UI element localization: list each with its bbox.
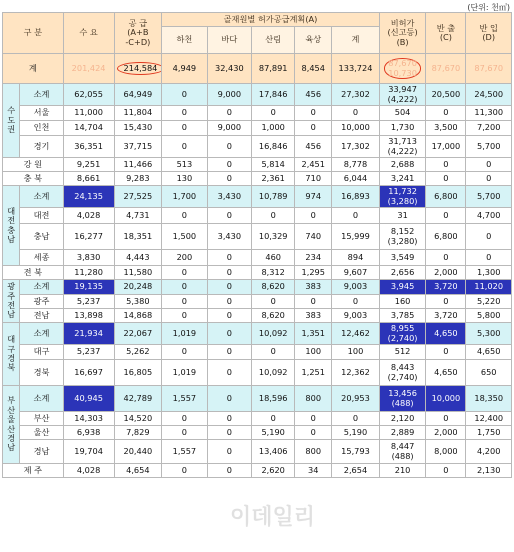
cell-sum: 0: [332, 295, 380, 309]
table-row: [3, 440, 512, 464]
cell-land: 1,295: [295, 266, 332, 280]
cell-land: 383: [295, 309, 332, 323]
cell-import: 5,300: [466, 323, 512, 345]
cell-export: 4,650: [426, 360, 466, 386]
cell-demand: 36,351: [63, 136, 114, 158]
cell-sum: 12,362: [332, 360, 380, 386]
cell-nonpermit: 8,443 (2,740): [379, 360, 426, 386]
cell-river: 0: [162, 266, 207, 280]
row-label: 소계: [20, 386, 63, 412]
cell-nonpermit: 210: [379, 464, 426, 478]
cell-sea: 0: [207, 309, 251, 323]
cell-supply: 5,262: [114, 345, 162, 360]
row-label: 경남: [20, 440, 63, 464]
cell-import: 0: [466, 158, 512, 172]
cell-sum: 16,893: [332, 186, 380, 208]
cell-land: 0: [295, 295, 332, 309]
row-label: 경북: [20, 360, 63, 386]
cell-export: 0: [426, 208, 466, 224]
cell-demand: 6,938: [63, 426, 114, 440]
cell-demand: 9,251: [63, 158, 114, 172]
cell-supply: 11,580: [114, 266, 162, 280]
cell-demand: 3,830: [63, 250, 114, 266]
cell-export: 3,500: [426, 121, 466, 136]
table-row: [3, 208, 512, 224]
cell-river: 0: [162, 426, 207, 440]
row-label: 충남: [20, 224, 63, 250]
cell-export: 10,000: [426, 386, 466, 412]
cell-forest: 2,620: [252, 464, 295, 478]
cell-sum: 15,793: [332, 440, 380, 464]
cell-supply: 18,351: [114, 224, 162, 250]
cell-river: 0: [162, 345, 207, 360]
cell-sea: 0: [207, 208, 251, 224]
cell-sea: 0: [207, 295, 251, 309]
cell-land: 0: [295, 121, 332, 136]
cell-nonpermit: 2,688: [379, 158, 426, 172]
cell-sum: 27,302: [332, 84, 380, 106]
cell-sea: 0: [207, 440, 251, 464]
cell-export: 4,650: [426, 323, 466, 345]
cell-forest: 5,190: [252, 426, 295, 440]
cell-land: 0: [295, 426, 332, 440]
header-aggregate: 골재원별 허가공급계획(A): [162, 13, 380, 27]
cell-river: 0: [162, 84, 207, 106]
table-row-total: [3, 54, 512, 84]
cell-sum: 10,000: [332, 121, 380, 136]
cell-export: 3,720: [426, 280, 466, 295]
cell-import: 0: [466, 224, 512, 250]
row-label: 서울: [20, 106, 63, 121]
cell-import: 0: [466, 250, 512, 266]
cell-river: 130: [162, 172, 207, 186]
cell-land: 8,454: [295, 54, 332, 84]
cell-import: 4,200: [466, 440, 512, 464]
cell-sum: 12,462: [332, 323, 380, 345]
cell-river: 4,949: [162, 54, 207, 84]
cell-forest: 87,891: [252, 54, 295, 84]
row-label: 광주: [20, 295, 63, 309]
cell-supply: 22,067: [114, 323, 162, 345]
cell-sea: 0: [207, 158, 251, 172]
cell-import: 5,800: [466, 309, 512, 323]
cell-nonpermit: 33,947 (4,222): [379, 84, 426, 106]
cell-import: 5,700: [466, 186, 512, 208]
cell-nonpermit: 8,955 (2,740): [379, 323, 426, 345]
cell-sea: 3,430: [207, 224, 251, 250]
cell-land: 800: [295, 440, 332, 464]
cell-export: 0: [426, 250, 466, 266]
cell-supply: 16,805: [114, 360, 162, 386]
cell-sum: 6,044: [332, 172, 380, 186]
row-label: 소계: [20, 84, 63, 106]
cell-supply: 11,804: [114, 106, 162, 121]
cell-river: 1,019: [162, 323, 207, 345]
cell-export: 20,500: [426, 84, 466, 106]
table-row: [3, 412, 512, 426]
row-label: 울산: [20, 426, 63, 440]
cell-sum: 8,778: [332, 158, 380, 172]
row-label: 소계: [20, 323, 63, 345]
cell-demand: 16,697: [63, 360, 114, 386]
group-label: 광 주 전 남: [3, 280, 20, 323]
cell-demand: 40,945: [63, 386, 114, 412]
cell-supply: 14,868: [114, 309, 162, 323]
cell-sum: 100: [332, 345, 380, 360]
cell-sum: 2,654: [332, 464, 380, 478]
cell-river: 0: [162, 295, 207, 309]
cell-supply: 9,283: [114, 172, 162, 186]
cell-sea: 0: [207, 323, 251, 345]
row-label: 전남: [20, 309, 63, 323]
cell-river: 0: [162, 412, 207, 426]
cell-supply: 27,525: [114, 186, 162, 208]
cell-sea: 0: [207, 266, 251, 280]
cell-supply: 14,520: [114, 412, 162, 426]
row-label: 소계: [20, 280, 63, 295]
cell-river: 0: [162, 121, 207, 136]
cell-sea: 0: [207, 172, 251, 186]
cell-nonpermit: 11,732 (3,280): [379, 186, 426, 208]
header-region: 구 분: [3, 13, 64, 54]
cell-export: 8,000: [426, 440, 466, 464]
cell-nonpermit: 504: [379, 106, 426, 121]
cell-river: 0: [162, 309, 207, 323]
cell-nonpermit: 512: [379, 345, 426, 360]
header-nonpermit: 비허가 (신고등) (B): [379, 13, 426, 54]
watermark: 이데일리: [230, 505, 316, 530]
cell-export: 2,000: [426, 426, 466, 440]
cell-demand: 14,704: [63, 121, 114, 136]
unit-label: (단위: 천㎥): [467, 3, 510, 12]
cell-nonpermit: 2,889: [379, 426, 426, 440]
cell-land: 974: [295, 186, 332, 208]
cell-land: 456: [295, 84, 332, 106]
header-export: 반 출 (C): [426, 13, 466, 54]
cell-demand: 201,424: [63, 54, 114, 84]
header-demand: 수 요: [63, 13, 114, 54]
cell-export: 0: [426, 158, 466, 172]
header-river: 하천: [162, 27, 207, 54]
cell-import: 87,670: [466, 54, 512, 84]
cell-sum: 17,302: [332, 136, 380, 158]
cell-demand: 19,704: [63, 440, 114, 464]
cell-sea: 0: [207, 345, 251, 360]
table-row: [3, 280, 512, 295]
cell-forest: 13,406: [252, 440, 295, 464]
row-label: 충 북: [3, 172, 64, 186]
header-forest: 산림: [252, 27, 295, 54]
cell-sea: 32,430: [207, 54, 251, 84]
cell-forest: 8,620: [252, 280, 295, 295]
cell-demand: 5,237: [63, 345, 114, 360]
cell-river: 0: [162, 106, 207, 121]
cell-export: 6,800: [426, 186, 466, 208]
table-row: [3, 250, 512, 266]
cell-nonpermit: 3,785: [379, 309, 426, 323]
cell-supply: 20,440: [114, 440, 162, 464]
group-label: 수 도 권: [3, 84, 20, 158]
cell-import: 18,350: [466, 386, 512, 412]
cell-demand: 16,277: [63, 224, 114, 250]
cell-supply: 11,466: [114, 158, 162, 172]
cell-river: 1,557: [162, 440, 207, 464]
cell-forest: 0: [252, 208, 295, 224]
cell-export: 2,000: [426, 266, 466, 280]
cell-forest: 16,846: [252, 136, 295, 158]
header-import: 반 입 (D): [466, 13, 512, 54]
header-sea: 바다: [207, 27, 251, 54]
cell-nonpermit: 31,713 (4,222): [379, 136, 426, 158]
cell-import: 5,220: [466, 295, 512, 309]
table-row: [3, 172, 512, 186]
table-row: [3, 309, 512, 323]
cell-sum: 133,724: [332, 54, 380, 84]
cell-export: 87,670: [426, 54, 466, 84]
header-sum: 계: [332, 27, 380, 54]
cell-export: 0: [426, 295, 466, 309]
cell-sea: 9,000: [207, 121, 251, 136]
cell-demand: 11,000: [63, 106, 114, 121]
cell-land: 383: [295, 280, 332, 295]
cell-demand: 13,898: [63, 309, 114, 323]
cell-forest: 10,329: [252, 224, 295, 250]
cell-export: 0: [426, 412, 466, 426]
cell-nonpermit: 8,152 (3,280): [379, 224, 426, 250]
cell-sea: 0: [207, 106, 251, 121]
cell-forest: 5,814: [252, 158, 295, 172]
row-label: 부산: [20, 412, 63, 426]
cell-demand: 11,280: [63, 266, 114, 280]
cell-export: 0: [426, 464, 466, 478]
cell-land: 710: [295, 172, 332, 186]
table-row: [3, 186, 512, 208]
table-row: [3, 136, 512, 158]
row-label: 계: [3, 54, 64, 84]
cell-sum: 0: [332, 412, 380, 426]
row-label: 경기: [20, 136, 63, 158]
cell-sum: 5,190: [332, 426, 380, 440]
cell-nonpermit: 3,549: [379, 250, 426, 266]
cell-sea: 0: [207, 250, 251, 266]
cell-forest: 8,620: [252, 309, 295, 323]
cell-land: 0: [295, 106, 332, 121]
table-row: [3, 323, 512, 345]
cell-sum: 20,953: [332, 386, 380, 412]
table-row: [3, 360, 512, 386]
cell-import: 650: [466, 360, 512, 386]
cell-sum: 0: [332, 106, 380, 121]
cell-import: 2,130: [466, 464, 512, 478]
cell-nonpermit: 87,670 10,730: [379, 54, 426, 84]
row-label: 소계: [20, 186, 63, 208]
group-label: 대 구 경 북: [3, 323, 20, 386]
row-label: 대구: [20, 345, 63, 360]
table-row: [3, 266, 512, 280]
table-row: [3, 464, 512, 478]
table-row: [3, 426, 512, 440]
row-label: 제 주: [3, 464, 64, 478]
cell-demand: 14,303: [63, 412, 114, 426]
cell-river: 513: [162, 158, 207, 172]
cell-demand: 4,028: [63, 208, 114, 224]
group-label: 대 전 충 남: [3, 186, 20, 266]
header-supply: 공 급 (A+B -C+D): [114, 13, 162, 54]
cell-land: 1,351: [295, 323, 332, 345]
cell-river: 1,019: [162, 360, 207, 386]
cell-demand: 24,135: [63, 186, 114, 208]
cell-sum: 15,999: [332, 224, 380, 250]
cell-sum: 9,003: [332, 280, 380, 295]
cell-forest: 17,846: [252, 84, 295, 106]
row-label: 세종: [20, 250, 63, 266]
cell-import: 11,020: [466, 280, 512, 295]
cell-forest: 0: [252, 106, 295, 121]
header-land: 육상: [295, 27, 332, 54]
cell-nonpermit: 2,120: [379, 412, 426, 426]
cell-sea: 0: [207, 386, 251, 412]
cell-forest: 460: [252, 250, 295, 266]
cell-sum: 9,003: [332, 309, 380, 323]
cell-forest: 10,092: [252, 360, 295, 386]
cell-import: 24,500: [466, 84, 512, 106]
cell-demand: 21,934: [63, 323, 114, 345]
cell-river: 0: [162, 464, 207, 478]
cell-import: 1,750: [466, 426, 512, 440]
cell-nonpermit: 31: [379, 208, 426, 224]
cell-nonpermit: 160: [379, 295, 426, 309]
cell-land: 34: [295, 464, 332, 478]
cell-supply: 64,949: [114, 84, 162, 106]
cell-nonpermit: 13,456 (488): [379, 386, 426, 412]
cell-river: 0: [162, 208, 207, 224]
cell-sea: 0: [207, 412, 251, 426]
cell-land: 456: [295, 136, 332, 158]
cell-sea: 3,430: [207, 186, 251, 208]
cell-import: 11,300: [466, 106, 512, 121]
cell-forest: 2,361: [252, 172, 295, 186]
cell-nonpermit: 1,730: [379, 121, 426, 136]
row-label: 대전: [20, 208, 63, 224]
cell-sea: 9,000: [207, 84, 251, 106]
cell-import: 0: [466, 172, 512, 186]
cell-nonpermit: 3,945: [379, 280, 426, 295]
table-row: [3, 84, 512, 106]
cell-export: 0: [426, 106, 466, 121]
table-row: [3, 106, 512, 121]
cell-demand: 4,028: [63, 464, 114, 478]
cell-supply: 20,248: [114, 280, 162, 295]
cell-land: 234: [295, 250, 332, 266]
table-row: [3, 295, 512, 309]
cell-sea: 0: [207, 280, 251, 295]
cell-import: 1,300: [466, 266, 512, 280]
cell-supply: 7,829: [114, 426, 162, 440]
cell-forest: 10,789: [252, 186, 295, 208]
table-row: [3, 224, 512, 250]
row-label: 인천: [20, 121, 63, 136]
cell-demand: 5,237: [63, 295, 114, 309]
cell-import: 4,700: [466, 208, 512, 224]
row-label: 전 북: [3, 266, 64, 280]
cell-demand: 8,661: [63, 172, 114, 186]
cell-sea: 0: [207, 360, 251, 386]
cell-demand: 62,055: [63, 84, 114, 106]
cell-supply: 4,443: [114, 250, 162, 266]
cell-land: 1,251: [295, 360, 332, 386]
cell-forest: 1,000: [252, 121, 295, 136]
cell-import: 7,200: [466, 121, 512, 136]
cell-river: 1,700: [162, 186, 207, 208]
cell-export: 3,720: [426, 309, 466, 323]
cell-demand: 19,135: [63, 280, 114, 295]
cell-forest: 0: [252, 345, 295, 360]
cell-supply: 37,715: [114, 136, 162, 158]
cell-sum: 9,607: [332, 266, 380, 280]
cell-river: 1,557: [162, 386, 207, 412]
cell-river: 0: [162, 280, 207, 295]
cell-forest: 10,092: [252, 323, 295, 345]
cell-land: 2,451: [295, 158, 332, 172]
table-row: [3, 121, 512, 136]
cell-land: 0: [295, 412, 332, 426]
cell-nonpermit: 2,656: [379, 266, 426, 280]
table-row: [3, 158, 512, 172]
cell-land: 800: [295, 386, 332, 412]
cell-nonpermit: 8,447 (488): [379, 440, 426, 464]
cell-import: 4,650: [466, 345, 512, 360]
cell-sum: 894: [332, 250, 380, 266]
cell-forest: 8,312: [252, 266, 295, 280]
cell-export: 6,800: [426, 224, 466, 250]
cell-supply: 4,731: [114, 208, 162, 224]
row-label: 강 원: [3, 158, 64, 172]
cell-sea: 0: [207, 136, 251, 158]
cell-sea: 0: [207, 464, 251, 478]
cell-land: 100: [295, 345, 332, 360]
cell-nonpermit: 3,241: [379, 172, 426, 186]
group-label: 부 산 울 산 경 남: [3, 386, 20, 464]
table-row: [3, 345, 512, 360]
cell-land: 740: [295, 224, 332, 250]
cell-supply: 5,380: [114, 295, 162, 309]
cell-river: 1,500: [162, 224, 207, 250]
cell-supply: 42,789: [114, 386, 162, 412]
cell-sea: 0: [207, 426, 251, 440]
cell-import: 5,700: [466, 136, 512, 158]
table-row: [3, 386, 512, 412]
cell-supply: 214,584: [114, 54, 162, 84]
cell-export: 0: [426, 345, 466, 360]
cell-land: 0: [295, 208, 332, 224]
cell-supply: 4,654: [114, 464, 162, 478]
cell-sum: 0: [332, 208, 380, 224]
cell-forest: 18,596: [252, 386, 295, 412]
cell-forest: 0: [252, 295, 295, 309]
cell-supply: 15,430: [114, 121, 162, 136]
cell-river: 0: [162, 136, 207, 158]
cell-river: 200: [162, 250, 207, 266]
cell-import: 12,400: [466, 412, 512, 426]
aggregate-supply-table: [2, 12, 512, 478]
cell-forest: 0: [252, 412, 295, 426]
cell-export: 0: [426, 172, 466, 186]
cell-export: 17,000: [426, 136, 466, 158]
